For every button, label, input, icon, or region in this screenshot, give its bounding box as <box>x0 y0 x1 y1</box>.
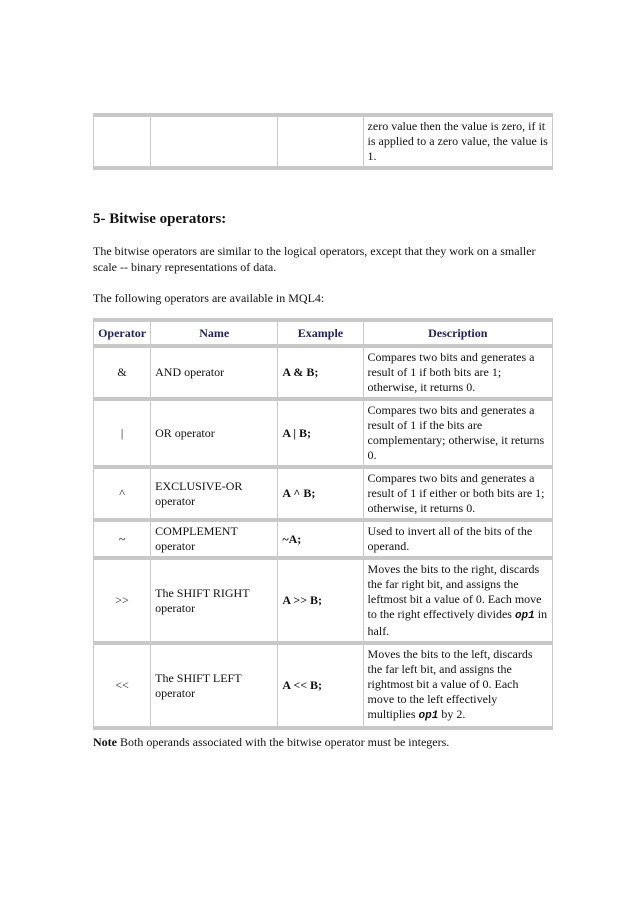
description-cell <box>363 560 553 645</box>
table-row <box>93 522 553 560</box>
example-cell: A | B; <box>277 401 362 469</box>
description-cell: Compares two bits and generates a result of 1 if the bits are complementary; otherwise, it returns 0. <box>363 401 553 469</box>
description-cell <box>363 645 553 726</box>
table-row <box>93 645 553 726</box>
operator-cell: >> <box>93 560 150 645</box>
code-op1: op1 <box>514 610 535 622</box>
operator-cell: & <box>93 348 150 401</box>
example-cell: A << B; <box>277 645 362 726</box>
note-paragraph <box>93 734 553 750</box>
example-cell: A & B; <box>277 348 362 401</box>
note-label: Note <box>93 735 117 749</box>
description-text: Moves the bits to the left, discards the far left bit, and assigns the rightmost bit a value of 0. Each move to the left effectively multiplies <box>367 647 533 721</box>
example-cell: A ^ B; <box>277 469 362 522</box>
header-operator: Operator <box>93 322 150 348</box>
header-name: Name <box>150 322 277 348</box>
table-cell <box>277 117 362 166</box>
name-cell: EXCLUSIVE-OR operator <box>150 469 277 522</box>
table-cell <box>93 117 150 166</box>
intro-paragraph: The bitwise operators are similar to the logical operators, except that they work on a smaller scale -- binary representations of data. <box>93 244 536 274</box>
bitwise-operators-table <box>93 318 553 730</box>
continued-description: zero value then the value is zero, if it is applied to a zero value, the value is 1. <box>363 117 553 166</box>
description-cell: Used to invert all of the bits of the operand. <box>363 522 553 560</box>
operator-cell: | <box>93 401 150 469</box>
description-text-end: in half. <box>367 607 548 638</box>
operator-cell: ~ <box>93 522 150 560</box>
description-cell: Compares two bits and generates a result of 1 if either or both bits are 1; otherwise, it returns 0. <box>363 469 553 522</box>
header-example: Example <box>277 322 362 348</box>
table-header-row <box>93 322 553 348</box>
table-row <box>93 348 553 401</box>
note-text: Both operands associated with the bitwise operator must be integers. <box>117 735 450 749</box>
example-cell: ~A; <box>277 522 362 560</box>
section-heading: 5- Bitwise operators: <box>93 211 227 227</box>
table-row <box>93 469 553 522</box>
description-text-end: by 2. <box>438 707 466 721</box>
continued-table <box>93 113 553 170</box>
table-row <box>93 401 553 469</box>
operator-cell: << <box>93 645 150 726</box>
table-row <box>93 560 553 645</box>
name-cell: COMPLEMENT operator <box>150 522 277 560</box>
name-cell: OR operator <box>150 401 277 469</box>
available-operators-paragraph: The following operators are available in MQL4: <box>93 291 325 305</box>
description-text: Moves the bits to the right, discards the far right bit, and assigns the leftmost bit a value of 0. Each move to the right effectively divides <box>367 562 542 621</box>
operator-cell: ^ <box>93 469 150 522</box>
table-cell <box>150 117 277 166</box>
table-row <box>93 117 553 166</box>
example-cell: A >> B; <box>277 560 362 645</box>
code-op1: op1 <box>418 710 439 722</box>
name-cell: The SHIFT RIGHT operator <box>150 560 277 645</box>
description-cell: Compares two bits and generates a result of 1 if both bits are 1; otherwise, it returns 0. <box>363 348 553 401</box>
name-cell: The SHIFT LEFT operator <box>150 645 277 726</box>
header-description: Description <box>363 322 553 348</box>
name-cell: AND operator <box>150 348 277 401</box>
